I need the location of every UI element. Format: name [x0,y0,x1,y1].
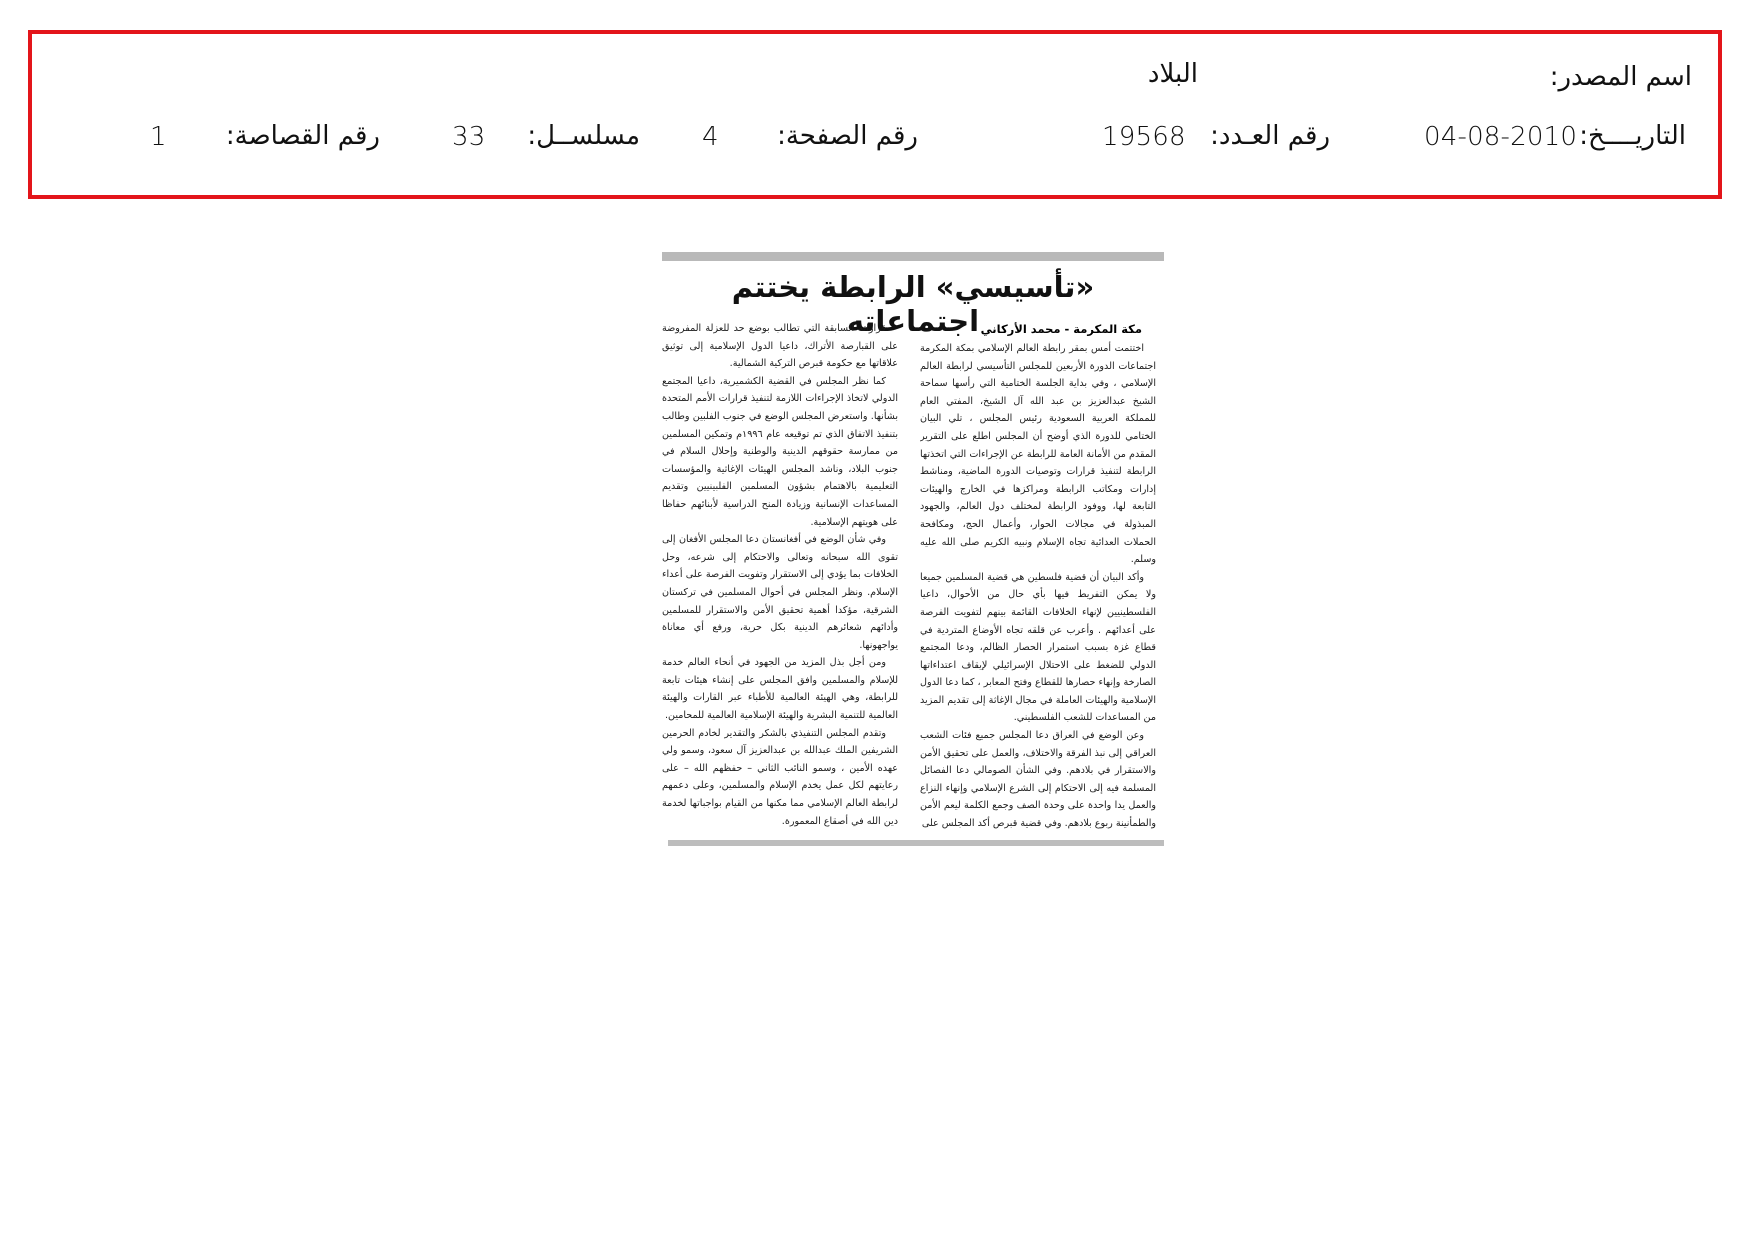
source-value: البلاد [1147,59,1198,89]
page-label: رقم الصفحة: [777,121,918,151]
article-column-left [662,320,898,840]
paragraph: وفي شأن الوضع في أفغانستان دعا المجلس الأفغان إلى تقوى الله سبحانه وتعالى والاحتكام إلى شرعه، وحل الخلافات بما يؤدي إلى الاستقرار وتفويت الفرصة على أعداء الإسلام. ونظر المجلس في أحوال المسلمين في تركستان الشرقية، مؤكدا أهمية تحقيق الأمن والاستقرار للمسلمين وأدائهم شعائرهم الدينية بكل حرية، ورفع أي معاناة يواجهونها. [662,534,898,651]
paragraph: ومن أجل بذل المزيد من الجهود في أنحاء العالم خدمة للإسلام والمسلمين وافق المجلس على إنشاء هيئات تابعة للرابطة، وهي الهيئة العالمية للأطباء عبر القارات والهيئة العالمية للتنمية البشرية والهيئة الإسلامية العالمية للمحامين. [662,657,898,722]
newspaper-clipping [662,252,1164,846]
paragraph: اختتمت أمس بمقر رابطة العالم الإسلامي بمكة المكرمة اجتماعات الدورة الأربعين للمجلس التأسيسي لرابطة العالم الإسلامي ، وفي بداية الجلسة الختامية التي رأسها سماحة الشيخ عبدالعزيز بن عبد الله آل الشيخ، المفتي العام للمملكة العربية السعودية رئيس المجلس ، تلي البيان الختامي للدورة الذي أوضح أن المجلس اطلع على التقرير المقدم من الأمانة العامة للرابطة عن الإجراءات التي اتخذتها الرابطة لتنفيذ قرارات وتوصيات الدورة الماضية، ومناشط إدارات ومكاتب الرابطة ومراكزها في الخارج والهيئات التابعة لها، ووفود الرابطة لمختلف دول العالم، والجهود المبذولة في مجالات الحوار، وأعمال الحج، ومكافحة الحملات العدائية تجاه الإسلام ونبيه الكريم صلى الله عليه وسلم. [920,343,1156,566]
date-value: 04-08-2010 [1424,122,1578,152]
paragraph: قراراته السابقة التي تطالب بوضع حد للعزلة المفروضة على القبارصة الأتراك، داعيا الدول الإسلامية إلى توثيق علاقاتها مع حكومة قبرص التركية الشمالية. [662,323,898,370]
article-byline: مكة المكرمة - محمد الأركاني [980,322,1142,336]
paragraph: وأكد البيان أن قضية فلسطين هي قضية المسلمين جميعا ولا يمكن التفريط فيها بأي حال من الأحوال، داعيا الفلسطينيين لإنهاء الخلافات القائمة بينهم لتفويت الفرصة على أعدائهم . وأعرب عن قلقه تجاه الأوضاع المتردية في قطاع غزة بسبب استمرار الحصار الظالم، ودعا المجتمع الدولي للضغط على الاحتلال الإسرائيلي لإيقاف اعتداءاتها الصارخة وإنهاء حصارها للقطاع وفتح المعابر ، كما دعا الدول الإسلامية والهيئات العاملة في مجال الإغاثة إلى تقديم المزيد من المساعدات للشعب الفلسطيني. [920,571,1156,724]
serial-label: مسلســل: [527,121,640,151]
issue-label: رقم العـدد: [1210,121,1330,151]
paragraph: وتقدم المجلس التنفيذي بالشكر والتقدير لخادم الحرمين الشريفين الملك عبدالله بن عبدالعزيز آل سعود، وسمو ولي عهده الأمين ، وسمو النائب الثاني – حفظهم الله – على رعايتهم لكل عمل يخدم الإسلام والمسلمين، وعلى دعمهم لرابطة العالم الإسلامي مما مكنها من القيام بواجباتها لخدمة دين الله في أصقاع المعمورة. [662,727,898,827]
source-label: اسم المصدر: [1549,62,1692,92]
issue-value: 19568 [1102,122,1186,152]
date-label: التاريــــخ: [1579,121,1686,151]
page-value: 4 [702,122,719,152]
paragraph: كما نظر المجلس في القضية الكشميرية، داعيا المجتمع الدولي لاتخاذ الإجراءات اللازمة لتنفيذ قرارات الأمم المتحدة بشأنها. واستعرض المجلس الوضع في جنوب الفلبين وطالب بتنفيذ الاتفاق الذي تم توقيعه عام ١٩٩٦م وتمكين المسلمين من ممارسة حقوقهم الدينية والوطنية وإحلال السلام في جنوب البلاد، وناشد المجلس الهيئات الإغاثية والمؤسسات التعليمية بالاهتمام بشؤون المسلمين الفلبينيين وتقديم المساعدات الإنسانية وزيادة المنح الدراسية لأبنائهم حفاظا على هويتهم الإسلامية. [662,375,898,528]
clipping-top-bar [662,252,1164,261]
article-headline: «تأسيسي» الرابطة يختتم اجتماعاته [731,270,1095,338]
paragraph: وعن الوضع في العراق دعا المجلس جميع فئات الشعب العراقي إلى نبذ الفرقة والاختلاف، والعمل على تحقيق الأمن والاستقرار في بلادهم. وفي الشأن الصومالي دعا الفصائل المسلمة فيه إلى الاحتكام إلى الشرع الإسلامي وإنهاء النزاع والعمل يدا واحدة على وحدة الصف وجمع الكلمة ليعم الأمن والطمأنينة ربوع بلادهم. وفي قضية قبرص أكد المجلس على [920,730,1156,830]
serial-value: 33 [452,122,486,152]
clipping-bottom-bar [668,840,1164,846]
metadata-box [28,30,1722,199]
clipping-label: رقم القصاصة: [225,121,380,151]
article-column-right [920,340,1156,840]
clipping-value: 1 [150,122,167,152]
